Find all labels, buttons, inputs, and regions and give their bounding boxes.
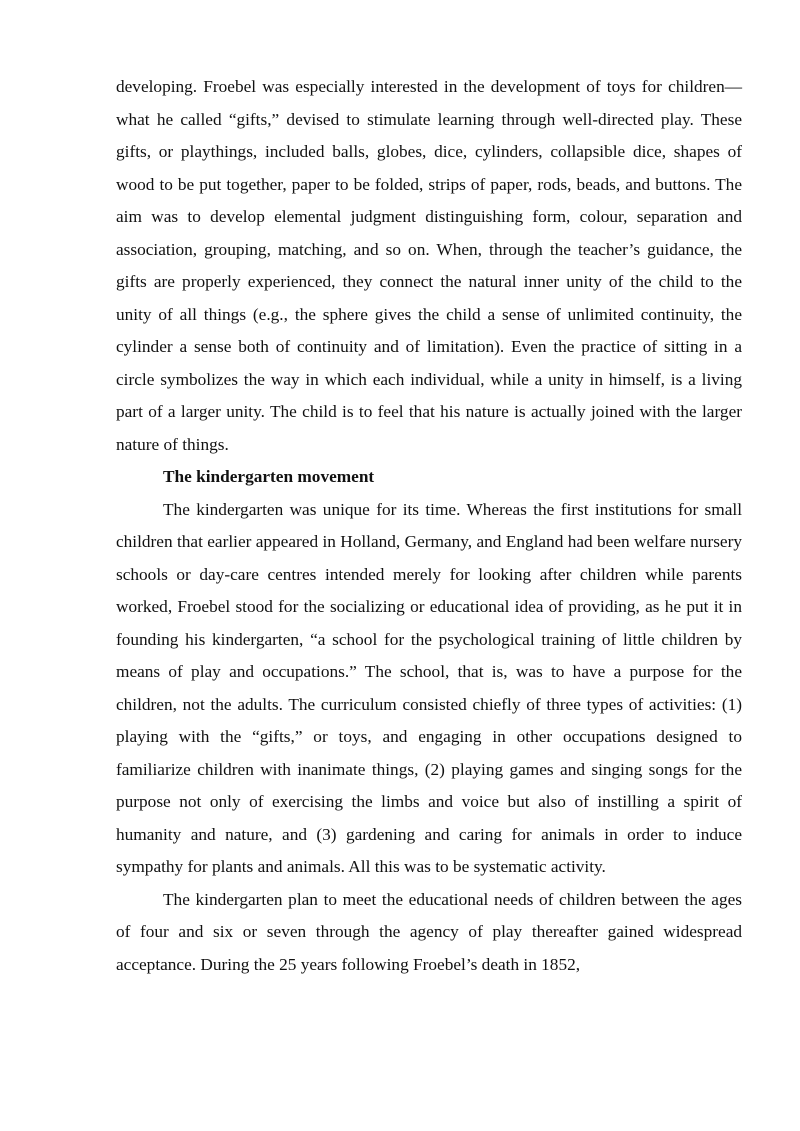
paragraph: The kindergarten was unique for its time. Whereas the first institutions for small children that earlier appeared in Holland, Germany, and England had been welfare nursery schools or day-care centres intended merely for looking after children while parents worked, Froebel stood for the socializing or educational idea of providing, as he put it in founding his kindergarten, “a school for the psychological training of little children by means of play and occupations.” The school, that is, was to have a purpose for the children, not the adults. The curriculum consisted chiefly of three types of activities: (1) playing with the “gifts,” or toys, and engaging in other occupations designed to familiarize children with inanimate things, (2) playing games and singing songs for the purpose not only of exercising the limbs and voice but also of instilling a spirit of humanity and nature, and (3) gardening and caring for animals in order to induce sympathy for plants and animals. All this was to be systematic activity. (116, 499, 742, 876)
paragraph: developing. Froebel was especially interested in the development of toys for children—what he called “gifts,” devised to stimulate learning through well-directed play. These gifts, or playthings, included balls, globes, dice, cylinders, collapsible dice, shapes of wood to be put together, paper to be folded, strips of paper, rods, beads, and buttons. The aim was to develop elemental judgment distinguishing form, colour, separation and association, grouping, matching, and so on. When, through the teacher’s guidance, the gifts are properly experienced, they connect the natural inner unity of the child to the unity of all things (e.g., the sphere gives the child a sense of unlimited continuity, the cylinder a sense both of continuity and of limitation). Even the practice of sitting in a circle symbolizes the way in which each individual, while a unity in himself, is a living part of a larger unity. The child is to feel that his nature is actually joined with the larger nature of things. (116, 77, 742, 454)
document-page (116, 71, 742, 981)
section-heading: The kindergarten movement (163, 467, 375, 486)
paragraph: The kindergarten plan to meet the educational needs of children between the ages of four and six or seven through the agency of play thereafter gained widespread acceptance. During the 25 years following Froebel’s death in 1852, (116, 889, 742, 974)
